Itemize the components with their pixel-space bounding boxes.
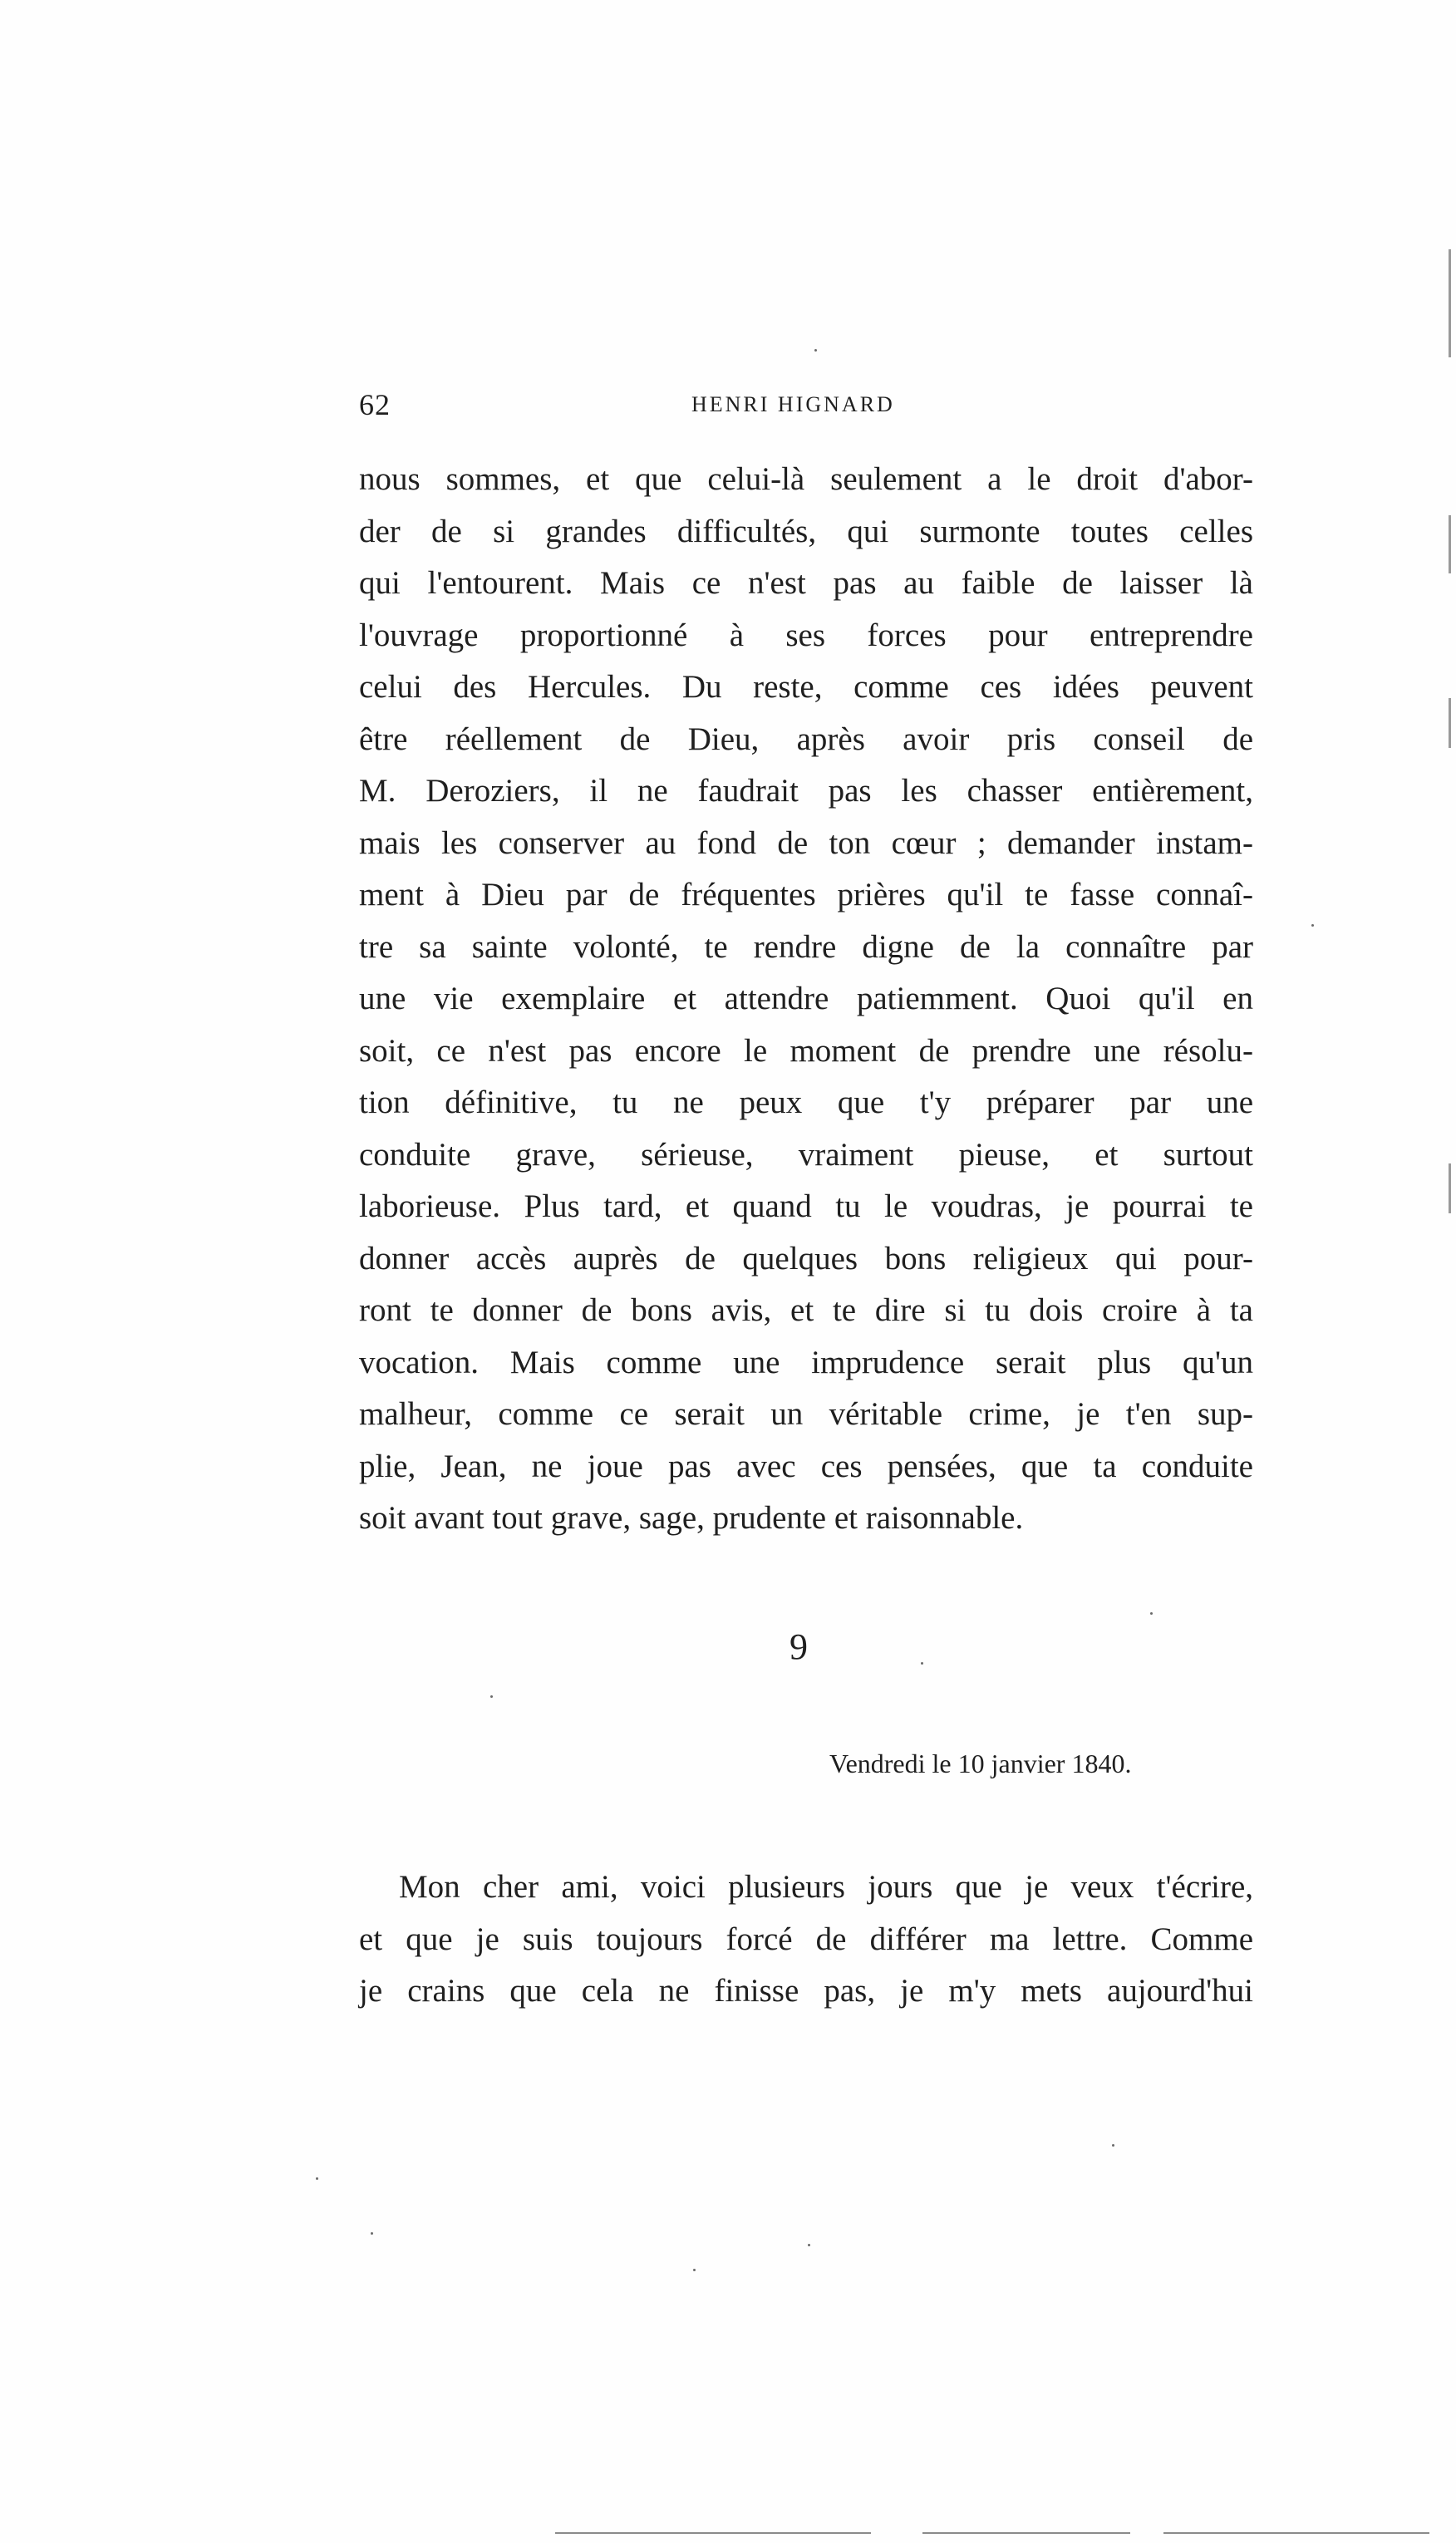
- scan-speck: [1311, 924, 1314, 927]
- text-line: laborieuse. Plus tard, et quand tu le voudras, je pourrai te: [359, 1188, 1253, 1224]
- text-line: der de si grandes difficultés, qui surmonte toutes celles: [359, 513, 1253, 549]
- text-line: qui l'entourent. Mais ce n'est pas au faible de laisser là: [359, 565, 1253, 601]
- text-line: conduite grave, sérieuse, vraiment pieuse, et surtout: [359, 1136, 1253, 1173]
- paragraph-continuation: [359, 454, 1253, 1545]
- text-line: tion définitive, tu ne peux que t'y préparer par une: [359, 1085, 1253, 1120]
- bottom-rule: [1163, 2532, 1429, 2534]
- scan-speck: [814, 349, 817, 352]
- letter-number: 9: [789, 1626, 808, 1667]
- text-line: nous sommes, et que celui-là seulement a le droit d'abor-: [359, 461, 1253, 497]
- bottom-rule: [922, 2532, 1130, 2534]
- letter-date: Vendredi le 10 janvier 1840.: [829, 1749, 1132, 1778]
- page-edge-mark: [1449, 249, 1451, 357]
- scan-speck: [371, 2232, 373, 2235]
- text-line: ront te donner de bons avis, et te dire si tu dois croire à ta: [359, 1292, 1253, 1328]
- page-number: 62: [359, 388, 391, 421]
- scan-speck: [316, 2177, 318, 2180]
- scan-speck: [921, 1662, 923, 1665]
- text-line: une vie exemplaire et attendre patiemment. Quoi qu'il en: [359, 981, 1253, 1016]
- text-line: soit, ce n'est pas encore le moment de prendre une résolu-: [359, 1032, 1253, 1069]
- page-edge-mark: [1449, 698, 1451, 748]
- scan-speck: [1150, 1612, 1153, 1615]
- text-line: Mon cher ami, voici plusieurs jours que je veux t'écrire,: [399, 1869, 1253, 1905]
- text-line: donner accès auprès de quelques bons religieux qui pour-: [359, 1240, 1253, 1276]
- scan-speck: [1112, 2144, 1114, 2147]
- running-head: HENRI HIGNARD: [691, 392, 895, 416]
- text-line: être réellement de Dieu, après avoir pris conseil de: [359, 721, 1253, 757]
- scan-speck: [490, 1695, 493, 1698]
- page-edge-mark: [1449, 1163, 1451, 1213]
- text-line: tre sa sainte volonté, te rendre digne de la connaître par: [359, 928, 1253, 965]
- page-edge-mark: [1449, 515, 1451, 573]
- text-line: vocation. Mais comme une imprudence serait plus qu'un: [359, 1344, 1253, 1380]
- text-line: ment à Dieu par de fréquentes prières qu'il te fasse connaî-: [359, 877, 1253, 912]
- text-line: M. Deroziers, il ne faudrait pas les chasser entièrement,: [359, 773, 1253, 809]
- text-line: l'ouvrage proportionné à ses forces pour entreprendre: [359, 617, 1253, 653]
- text-line: soit avant tout grave, sage, prudente et raisonnable.: [359, 1500, 1024, 1536]
- text-line: malheur, comme ce serait un véritable crime, je t'en sup-: [359, 1396, 1253, 1432]
- scan-speck: [693, 2269, 696, 2271]
- text-line: je crains que cela ne finisse pas, je m'y mets aujourd'hui: [359, 1973, 1253, 2009]
- paragraph-letter-opening: [359, 1862, 1253, 2018]
- text-line: plie, Jean, ne joue pas avec ces pensées, que ta conduite: [359, 1448, 1253, 1484]
- bottom-rule: [555, 2532, 871, 2534]
- text-line: et que je suis toujours forcé de différer ma lettre. Comme: [359, 1921, 1253, 1957]
- page-header: [359, 387, 1240, 429]
- text-line: celui des Hercules. Du reste, comme ces idées peuvent: [359, 669, 1253, 705]
- scan-speck: [808, 2244, 810, 2246]
- text-line: mais les conserver au fond de ton cœur ; demander instam-: [359, 824, 1253, 861]
